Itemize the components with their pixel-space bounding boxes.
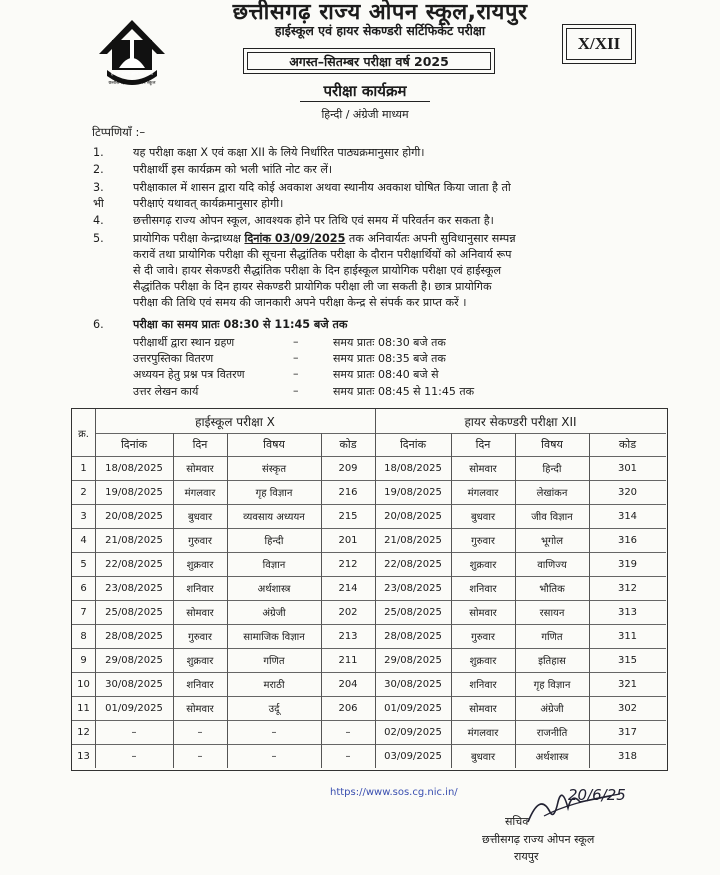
table-rule [515, 433, 516, 768]
column-header: दिन [475, 438, 491, 451]
hs-subject: संस्कृत [261, 464, 287, 475]
website-url: https://www.sos.cg.nic.in/ [330, 787, 458, 798]
note-number: 1. [93, 146, 104, 159]
table-rule [72, 600, 666, 601]
hs-day: बुधवार [187, 512, 213, 523]
hs-day: शुक्रवार [186, 560, 214, 571]
sr-no: 10 [77, 678, 90, 690]
hs-date: 19/08/2025 [105, 486, 163, 498]
hss-subject: रसायन [539, 608, 565, 619]
hs-day: सोमवार [186, 464, 214, 475]
org-title: छत्तीसगढ़ राज्य ओपन स्कूल,रायपुर [232, 0, 528, 25]
exam-name: हाईस्कूल एवं हायर सेकण्डरी सर्टिफिकेट परीक्षा [274, 23, 486, 38]
sr-no: 6 [80, 582, 87, 594]
column-header: विषय [263, 438, 285, 451]
hss-day: सोमवार [469, 704, 497, 715]
secretary-signature [520, 772, 640, 832]
hss-date: 22/08/2025 [384, 558, 442, 570]
hss-date: 21/08/2025 [384, 534, 442, 546]
table-rule [173, 433, 174, 768]
table-rule [72, 528, 666, 529]
hss-day: मंगलवार [467, 488, 499, 499]
svg-text:हर के दहार ज्ञान का दिया: हर के दहार ज्ञान का दिया [111, 72, 153, 77]
note-text: छत्तीसगढ़ राज्य ओपन स्कूल, आवश्यक होने पर तिथि एवं समय में परिवर्तन कर सकता है। [133, 214, 494, 227]
hs-date: 30/08/2025 [105, 678, 163, 690]
table-rule [72, 576, 666, 577]
hss-subject: लेखांकन [536, 488, 568, 499]
hss-code: 313 [617, 606, 638, 618]
practical-deadline-date: दिनांक 03/09/2025 [244, 232, 346, 245]
timing-dash: – [293, 351, 299, 364]
hss-code: 316 [617, 534, 638, 546]
hss-date: 19/08/2025 [384, 486, 442, 498]
hss-subject: इतिहास [538, 656, 566, 667]
column-header: दिन [192, 438, 208, 451]
hss-day: सोमवार [469, 464, 497, 475]
sr-no: 11 [77, 702, 90, 714]
session-text: अगस्त–सितम्बर परीक्षा वर्ष 2025 [289, 54, 449, 69]
hss-subject: राजनीति [536, 728, 568, 739]
hss-code: 318 [617, 750, 638, 762]
hss-day: गुरुवार [471, 632, 495, 643]
timing-value: समय प्रातः 08:40 बजे से [333, 368, 439, 381]
note-number: 4. [93, 214, 104, 227]
table-rule [72, 672, 666, 673]
hss-date: 18/08/2025 [384, 462, 442, 474]
hss-date: 01/09/2025 [384, 702, 442, 714]
hs-code: 201 [338, 534, 358, 546]
session-box [243, 48, 495, 74]
table-rule [451, 433, 452, 768]
hs-day: शुक्रवार [186, 656, 214, 667]
hs-code: 211 [338, 654, 358, 666]
note-text: यह परीक्षा कक्षा X एवं कक्षा XII के लिये निर्धारित पाठ्यक्रमानुसार होगी। [133, 146, 425, 159]
timing-dash: – [293, 335, 299, 348]
table-rule [375, 409, 376, 768]
hss-day: शुक्रवार [469, 656, 497, 667]
signatory-city: रायपुर [514, 850, 539, 863]
note-number: 3. [93, 181, 104, 194]
hs-subject: मराठी [263, 680, 285, 691]
hs-code: – [345, 726, 351, 738]
sr-header: क्र. [78, 428, 89, 440]
hss-subject: अंग्रेजी [540, 704, 564, 715]
hs-date: 25/08/2025 [105, 606, 163, 618]
hs-date: 28/08/2025 [105, 630, 163, 642]
table-rule [95, 433, 666, 434]
timing-dash: – [293, 367, 299, 380]
hss-code: 320 [617, 486, 638, 498]
hss-code: 312 [617, 582, 638, 594]
table-rule [72, 744, 666, 745]
hss-code: 319 [617, 558, 638, 570]
note-number: 2. [93, 163, 104, 176]
hs-subject: गणित [263, 656, 285, 667]
hss-date: 28/08/2025 [384, 630, 442, 642]
hs-date: 29/08/2025 [105, 654, 163, 666]
hs-subject: अर्थशास्त्र [257, 584, 291, 595]
hss-subject: गणित [541, 632, 563, 643]
class-label: X/XII [577, 34, 621, 53]
timing-label: उत्तर लेखन कार्य [133, 385, 199, 398]
note5-line3: से दी जावे। हायर सेकण्डरी सैद्धांतिक परीक्षा के दिन हाईस्कूल प्रायोगिक परीक्षा एवं हाईस्कूल [133, 264, 502, 277]
timing-value: समय प्रातः 08:45 से 11:45 तक [333, 385, 475, 398]
note5-line1-pre: प्रायोगिक परीक्षा केन्द्राध्यक्ष [133, 232, 241, 245]
hs-subject: हिन्दी [264, 536, 284, 547]
hss-subject: भूगोल [540, 536, 564, 547]
hs-day: गुरुवार [188, 536, 212, 547]
table-rule [72, 552, 666, 553]
hss-day: गुरुवार [471, 536, 495, 547]
hs-code: 213 [338, 630, 358, 642]
hs-subject: उर्दू [268, 704, 280, 715]
column-header: दिनांक [120, 438, 148, 451]
sr-no: 2 [80, 486, 87, 498]
hs-date: 22/08/2025 [105, 558, 163, 570]
hss-subject: भौतिक [539, 584, 565, 595]
hs-day: – [197, 726, 203, 738]
hss-subject: जीव विज्ञान [531, 512, 573, 523]
hs-subject: विज्ञान [262, 560, 286, 571]
table-rule [95, 409, 96, 768]
hs-subject: – [271, 750, 277, 762]
hss-code: 315 [617, 654, 638, 666]
sr-no: 7 [80, 606, 87, 618]
column-header: कोड [618, 438, 637, 451]
note5-line4: सैद्धांतिक परीक्षा के दिन हायर सेकण्डरी प्रायोगिक परीक्षा ली जा सकती है। छात्र प्रायोगिक [133, 280, 492, 293]
exam-timing-heading: परीक्षा का समय प्रातः 08:30 से 11:45 बजे तक [133, 318, 348, 331]
note-number: भी [93, 197, 104, 210]
hs-code: 204 [338, 678, 358, 690]
hs-subject: गृह विज्ञान [255, 488, 293, 499]
table-rule [227, 433, 228, 768]
hss-day: शनिवार [469, 680, 497, 691]
hs-code: 216 [338, 486, 358, 498]
hss-section-title: हायर सेकण्डरी परीक्षा XII [464, 414, 577, 429]
table-rule [72, 480, 666, 481]
hss-date: 03/09/2025 [384, 750, 442, 762]
hs-date: 20/08/2025 [105, 510, 163, 522]
sr-no: 1 [80, 462, 87, 474]
sr-no: 12 [77, 726, 90, 738]
hss-date: 20/08/2025 [384, 510, 442, 522]
class-box [562, 24, 636, 64]
hss-subject: हिन्दी [542, 464, 562, 475]
timing-value: समय प्रातः 08:35 बजे तक [333, 352, 446, 365]
timing-label: परीक्षार्थी द्वारा स्थान ग्रहण [133, 336, 235, 349]
medium-text: हिन्दी / अंग्रेजी माध्यम [321, 108, 409, 121]
designation: सचिव [505, 815, 529, 828]
timing-label: अध्ययन हेतु प्रश्न पत्र वितरण [133, 368, 245, 381]
signatory-school: छत्तीसगढ़ राज्य ओपन स्कूल [482, 833, 595, 846]
table-rule [72, 720, 666, 721]
hss-code: 302 [617, 702, 638, 714]
table-rule [589, 433, 590, 768]
hss-day: मंगलवार [467, 728, 499, 739]
note-text: परीक्षाएं यथावत् कार्यक्रमानुसार होगी। [133, 197, 284, 210]
hss-day: सोमवार [469, 608, 497, 619]
hs-code: 212 [338, 558, 358, 570]
sr-no: 4 [80, 534, 87, 546]
sr-no: 13 [77, 750, 90, 762]
hs-day: शनिवार [186, 584, 214, 595]
hss-day: बुधवार [470, 752, 496, 763]
hs-day: सोमवार [186, 704, 214, 715]
timing-label: उत्तरपुस्तिका वितरण [133, 352, 214, 365]
hs-section-title: हाईस्कूल परीक्षा X [195, 414, 275, 429]
table-rule [321, 433, 322, 768]
hs-code: 214 [338, 582, 358, 594]
hs-date: 21/08/2025 [105, 534, 163, 546]
svg-text:छत्तीसगढ़ राज्य ओपन स्कूल: छत्तीसगढ़ राज्य ओपन स्कूल [108, 81, 156, 86]
hs-code: 206 [338, 702, 358, 714]
table-rule [72, 696, 666, 697]
hss-date: 23/08/2025 [384, 582, 442, 594]
note-text: परीक्षार्थी इस कार्यक्रम को भली भांति नोट कर लें। [133, 163, 333, 176]
note5-line2: करावें तथा प्रायोगिक परीक्षा की सूचना सैद्धांतिक परीक्षा के दौरान परीक्षार्थियों को अनिवार्य रूप [133, 248, 512, 261]
programme-title: परीक्षा कार्यक्रम [300, 82, 430, 102]
hs-day: गुरुवार [188, 632, 212, 643]
hss-day: शनिवार [469, 584, 497, 595]
hss-day: बुधवार [470, 512, 496, 523]
hs-date: 01/09/2025 [105, 702, 163, 714]
table-rule [72, 456, 666, 457]
note5-line5: परीक्षा की तिथि एवं समय की जानकारी अपने परीक्षा केन्द्र से संपर्क कर प्राप्त करें । [133, 296, 467, 309]
hss-date: 29/08/2025 [384, 654, 442, 666]
hss-date: 02/09/2025 [384, 726, 442, 738]
exam-schedule-table [71, 408, 668, 771]
table-rule [72, 624, 666, 625]
hss-code: 321 [617, 678, 638, 690]
hs-code: 215 [338, 510, 358, 522]
note-number: 6. [93, 318, 104, 331]
notes-heading: टिप्पणियाँ :– [92, 125, 146, 139]
hss-date: 30/08/2025 [384, 678, 442, 690]
table-rule [72, 648, 666, 649]
hs-subject: – [271, 726, 277, 738]
hss-code: 301 [617, 462, 638, 474]
hss-date: 25/08/2025 [384, 606, 442, 618]
table-rule [72, 504, 666, 505]
timing-dash: – [293, 384, 299, 397]
hs-subject: सामाजिक विज्ञान [243, 632, 305, 643]
column-header: कोड [339, 438, 357, 451]
note-number: 5. [93, 232, 104, 245]
cgsos-logo [97, 18, 167, 92]
sr-no: 8 [80, 630, 87, 642]
note-text: परीक्षाकाल में शासन द्वारा यदि कोई अवकाश अथवा स्थानीय अवकाश घोषित किया जाता है तो [133, 181, 511, 194]
hss-subject: अर्थशास्त्र [535, 752, 569, 763]
hs-subject: अंग्रेजी [262, 608, 286, 619]
svg-text:20/6/25: 20/6/25 [568, 786, 626, 804]
hss-subject: गृह विज्ञान [533, 680, 571, 691]
hs-date: 23/08/2025 [105, 582, 163, 594]
hs-day: मंगलवार [184, 488, 216, 499]
hs-day: – [197, 750, 203, 762]
hss-code: 314 [617, 510, 638, 522]
hs-code: – [345, 750, 351, 762]
column-header: दिनांक [399, 438, 427, 451]
hs-code: 209 [338, 462, 358, 474]
hs-date: – [131, 726, 137, 738]
timing-value: समय प्रातः 08:30 बजे तक [333, 336, 446, 349]
note5-line1-post: तक अनिवार्यतः अपनी सुविधानुसार सम्पन्न [348, 232, 516, 245]
sr-no: 5 [80, 558, 87, 570]
sr-no: 9 [80, 654, 87, 666]
hs-day: शनिवार [186, 680, 214, 691]
sr-no: 3 [80, 510, 87, 522]
hs-day: सोमवार [186, 608, 214, 619]
hs-date: – [131, 750, 137, 762]
column-header: विषय [541, 438, 563, 451]
hs-date: 18/08/2025 [105, 462, 163, 474]
hss-code: 311 [617, 630, 638, 642]
hss-code: 317 [617, 726, 638, 738]
hss-subject: वाणिज्य [537, 560, 567, 571]
hss-day: शुक्रवार [469, 560, 497, 571]
hs-code: 202 [338, 606, 358, 618]
hs-subject: व्यवसाय अध्ययन [243, 512, 305, 523]
